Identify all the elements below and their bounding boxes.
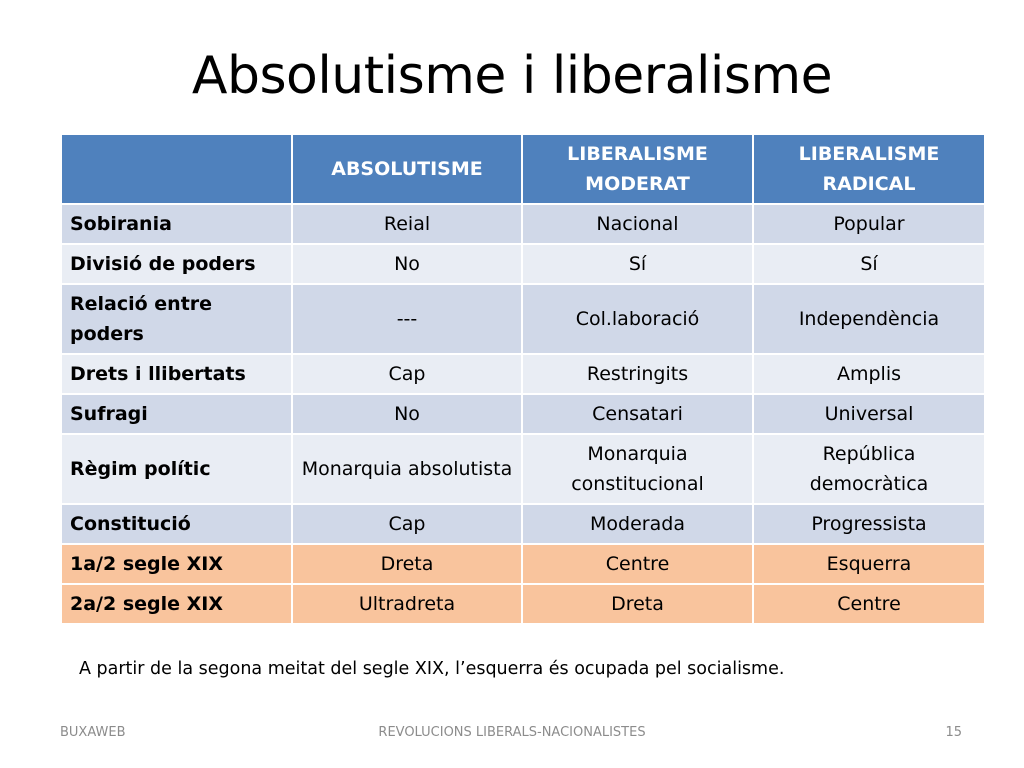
table-cell: Censatari [522,394,753,434]
table-cell: Ultradreta [292,584,522,624]
table-cell: Monarquia absolutista [292,434,522,504]
table-cell: Centre [522,544,753,584]
row-label: Constitució [61,504,292,544]
table-cell: Dreta [522,584,753,624]
table-cell: Centre [753,584,985,624]
table-cell: Col.laboració [522,284,753,354]
table-cell: Reial [292,204,522,244]
table-cell: Moderada [522,504,753,544]
table-cell: Cap [292,504,522,544]
table-row [61,504,985,544]
row-label: 1a/2 segle XIX [61,544,292,584]
table-row [61,204,985,244]
comparison-table [60,133,986,625]
table-cell: Amplis [753,354,985,394]
table-cell: Esquerra [753,544,985,584]
footer-left: BUXAWEB [60,725,126,740]
table-cell: No [292,394,522,434]
table-cell: Independència [753,284,985,354]
footer-center: REVOLUCIONS LIBERALS-NACIONALISTES [378,725,646,740]
page-number: 15 [945,725,962,740]
table-cell: Nacional [522,204,753,244]
table-header-row [61,134,985,204]
table-row [61,284,985,354]
row-label: Drets i llibertats [61,354,292,394]
table-cell: Progressista [753,504,985,544]
row-label: Règim polític [61,434,292,504]
footnote-text: A partir de la segona meitat del segle XIX, l’esquerra és ocupada pel socialisme. [79,659,785,679]
table-row [61,394,985,434]
header-liberalisme-moderat: LIBERALISME MODERAT [522,134,753,204]
row-label: Divisió de poders [61,244,292,284]
row-label: Sobirania [61,204,292,244]
row-label: Sufragi [61,394,292,434]
table-cell: República democràtica [753,434,985,504]
table-cell: Cap [292,354,522,394]
table-cell: Monarquia constitucional [522,434,753,504]
header-liberalisme-radical: LIBERALISME RADICAL [753,134,985,204]
table-row [61,354,985,394]
table-row-highlighted [61,584,985,624]
table-cell: Sí [522,244,753,284]
row-label: 2a/2 segle XIX [61,584,292,624]
header-cell-empty [61,134,292,204]
header-absolutisme: ABSOLUTISME [292,134,522,204]
table-row [61,434,985,504]
table-cell: Popular [753,204,985,244]
table-cell: Dreta [292,544,522,584]
table-cell: --- [292,284,522,354]
row-label: Relació entre poders [61,284,292,354]
table-row-highlighted [61,544,985,584]
table-cell: Sí [753,244,985,284]
table-row [61,244,985,284]
table-cell: No [292,244,522,284]
table-cell: Restringits [522,354,753,394]
table-cell: Universal [753,394,985,434]
slide-title: Absolutisme i liberalisme [191,46,833,106]
